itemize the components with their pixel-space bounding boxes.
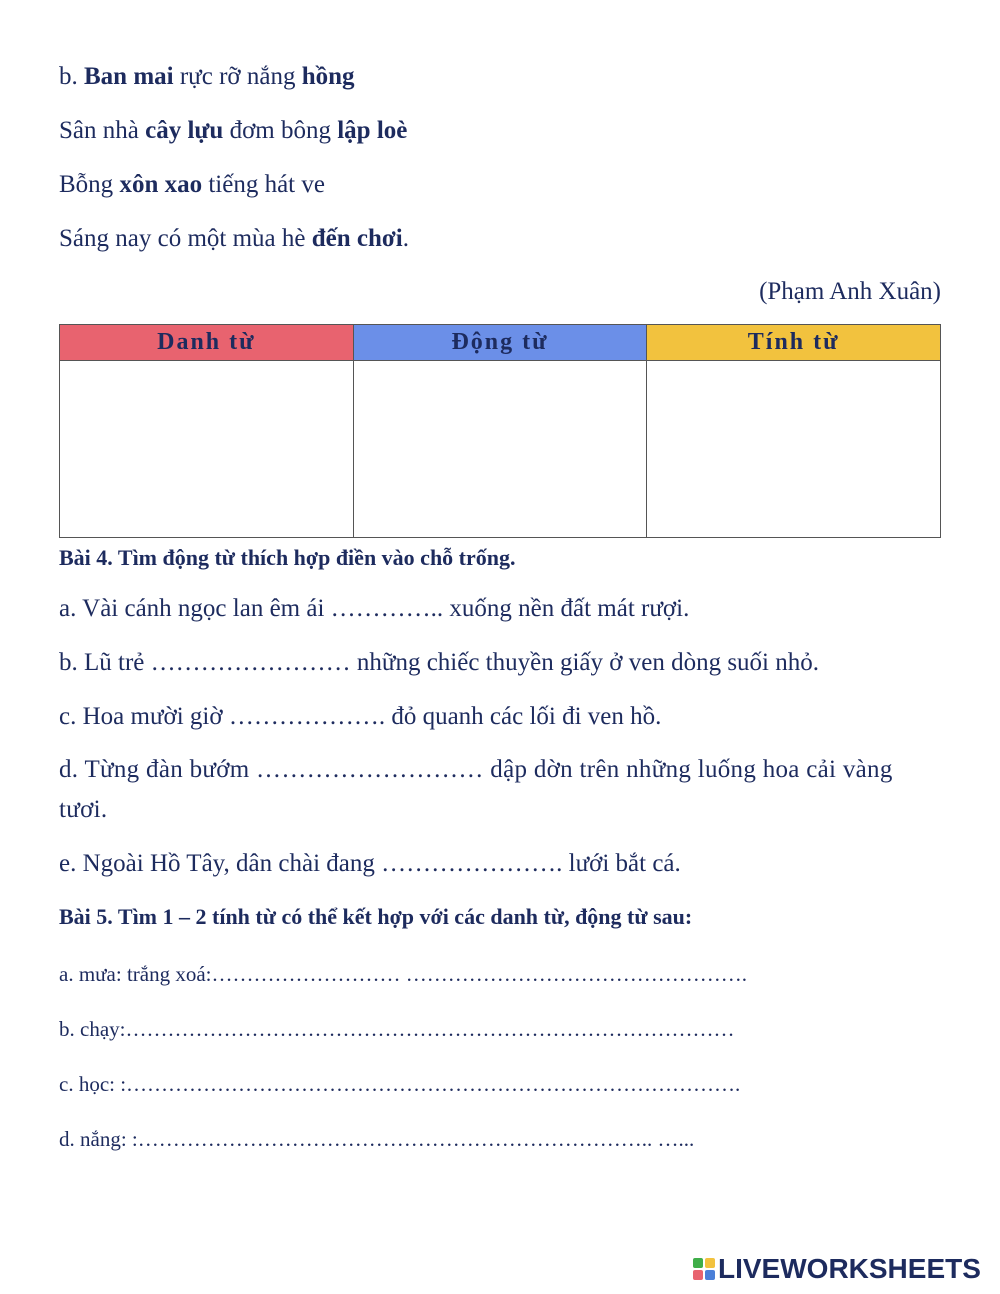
bai5-title: Bài 5. Tìm 1 – 2 tính từ có thể kết hợp với các danh từ, động từ sau: [59,904,693,929]
bai4-title: Bài 4. Tìm động từ thích hợp điền vào chỗ trống. [59,545,516,570]
poem-keyword: Ban mai [84,63,174,90]
answer-cell-dong-tu[interactable] [353,361,647,538]
bai5-item-b: b. chạy:…………………………………………………………………………… [59,1017,735,1041]
bai4-item-e: e. Ngoài Hồ Tây, dân chài đang …………………. lưới bắt cá. [59,850,681,877]
bai4-item-d: d. Từng đàn bướm ……………………… dập dờn trên những luống hoa cải vàng tươi. [59,756,893,823]
bai4-item-a: a. Vài cánh ngọc lan êm ái ………….. xuống nền đất mát rượi. [59,595,690,622]
logo-text: LIVEWORKSHEETS [718,1253,981,1284]
poem-keyword: lập loè [337,117,408,144]
poem-text: rực rỡ nắng [173,63,302,90]
word-classification-table [59,324,941,538]
answer-cell-danh-tu[interactable] [60,361,354,538]
bai5-item-d: d. nắng: :……………………………………………………………….. …... [59,1127,695,1151]
poem-text: Bỗng [59,171,120,198]
poem-line-3 [59,170,325,200]
header-dong-tu: Động từ [353,325,647,361]
liveworksheets-logo [693,1255,981,1283]
poem-line-1 [59,62,355,92]
bai5-item-a: a. mưa: trắng xoá:……………………… …………………………………………. [59,962,747,986]
poem-line-4 [59,224,409,254]
poem-text: Sáng nay có một mùa hè [59,225,312,252]
bai5-item-c: c. học: :……………………………………………………………………………. [59,1072,741,1096]
poem-text: tiếng hát ve [202,171,325,198]
poem-text: đơm bông [223,117,338,144]
poem-author: (Phạm Anh Xuân) [759,278,941,305]
bai4-item-c: c. Hoa mười giờ ………………. đỏ quanh các lối đi ven hồ. [59,703,662,730]
header-danh-tu: Danh từ [60,325,354,361]
poem-keyword: cây lựu [145,117,224,144]
poem-keyword: đến chơi [311,225,403,252]
header-tinh-tu: Tính từ [647,325,941,361]
answer-cell-tinh-tu[interactable] [647,361,941,538]
poem-text: b. [59,63,84,90]
bai4-item-b: b. Lũ trẻ …………………… những chiếc thuyền giấy ở ven dòng suối nhỏ. [59,649,819,676]
poem-text: Sân nhà [59,117,146,144]
poem-text: . [402,225,409,252]
poem-keyword: xôn xao [119,171,203,198]
poem-keyword: hồng [301,63,355,90]
poem-line-2 [59,116,407,146]
logo-mark-icon [693,1258,715,1280]
